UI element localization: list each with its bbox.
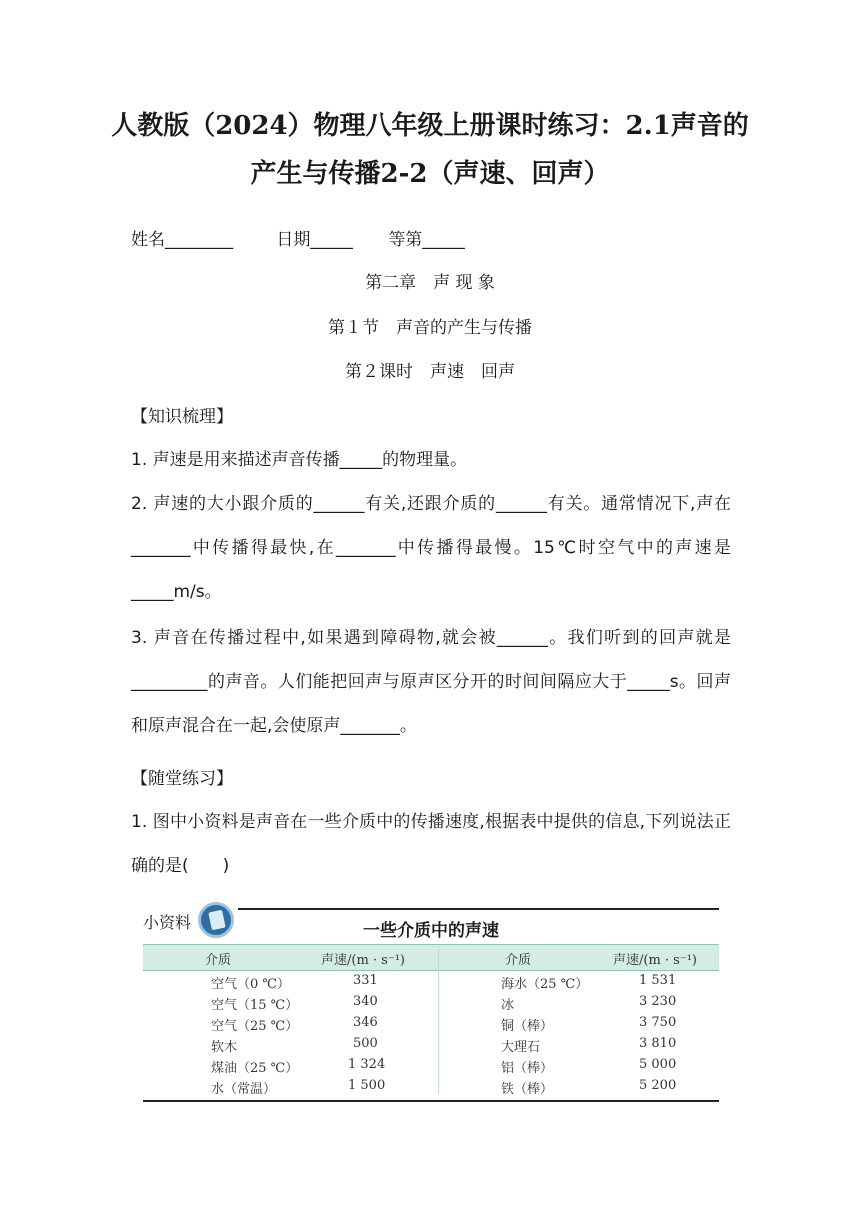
- speed-cell: 3 750: [639, 1015, 677, 1030]
- speed-cell: 340: [353, 994, 378, 1009]
- col-medium-left: 介质: [205, 953, 232, 968]
- speed-cell: 331: [353, 973, 378, 988]
- table-row: [143, 1015, 439, 1036]
- knowledge-heading: 【知识梳理】: [131, 407, 233, 427]
- medium-cell: 铜（棒）: [501, 1019, 554, 1034]
- col-speed-left: 声速/(m · s⁻¹): [321, 953, 405, 968]
- knowledge-item-2: 2. 声速的大小跟介质的______有关,还跟介质的______有关。通常情况下,声在_______中传播得最快,在_______中传播得最慢。15℃时空气中的声速是_____m/s。: [131, 494, 731, 602]
- figure-badge: 小资料: [143, 913, 192, 932]
- medium-cell: 海水（25 ℃）: [501, 977, 589, 992]
- speed-cell: 3 230: [639, 994, 677, 1009]
- col-speed-right: 声速/(m · s⁻¹): [613, 953, 697, 968]
- speed-of-sound-table-figure: [143, 896, 719, 1104]
- table-row: [143, 1078, 439, 1099]
- table-row: [143, 994, 439, 1015]
- table-row: [143, 973, 439, 994]
- top-rule: [238, 908, 719, 910]
- medium-cell: 空气（25 ℃）: [211, 1019, 299, 1034]
- student-info-line: [131, 225, 465, 250]
- speed-cell: 1 531: [639, 973, 677, 988]
- document-title: 人教版（2024）物理八年级上册课时练习：2.1声音的产生与传播2-2（声速、回声）: [111, 111, 749, 189]
- speed-cell: 500: [353, 1036, 378, 1051]
- figure-title: 一些介质中的声速: [363, 921, 499, 941]
- name-field: 姓名________: [131, 230, 233, 250]
- table-row: [439, 973, 719, 994]
- knowledge-item-3: 3. 声音在传播过程中,如果遇到障碍物,就会被______。我们听到的回声就是_________的声音。人们能把回声与原声区分开的时间间隔应大于_____s。回声和原声混合在一起,会使原声_______。: [131, 628, 731, 736]
- speed-cell: 5 000: [639, 1057, 677, 1072]
- table-row: [439, 1036, 719, 1057]
- table-row: [439, 1078, 719, 1099]
- medium-cell: 铁（棒）: [501, 1082, 554, 1097]
- speed-cell: 3 810: [639, 1036, 677, 1051]
- medium-cell: 软木: [211, 1040, 238, 1055]
- medium-cell: 冰: [501, 998, 515, 1013]
- speed-cell: 5 200: [639, 1078, 677, 1093]
- practice-question-1: 1. 图中小资料是声音在一些介质中的传播速度,根据表中提供的信息,下列说法正确的是( ): [131, 812, 731, 876]
- speed-cell: 346: [353, 1015, 378, 1030]
- medium-cell: 水（常温）: [211, 1082, 277, 1097]
- lesson-heading: 第２课时 声速 回声: [345, 362, 515, 382]
- grade-field: 等第_____: [388, 230, 465, 250]
- table-row: [439, 1015, 719, 1036]
- table-row: [143, 1036, 439, 1057]
- medium-cell: 煤油（25 ℃）: [211, 1061, 299, 1076]
- col-medium-right: 介质: [505, 953, 532, 968]
- section-heading: 第１节 声音的产生与传播: [328, 318, 532, 338]
- table-row: [143, 1057, 439, 1078]
- table-header: [143, 944, 719, 971]
- medium-cell: 大理石: [501, 1040, 541, 1055]
- speed-cell: 1 500: [348, 1078, 386, 1093]
- date-field: 日期_____: [276, 230, 353, 250]
- bottom-rule: [143, 1100, 719, 1102]
- speed-cell: 1 324: [348, 1057, 386, 1072]
- medium-cell: 空气（15 ℃）: [211, 998, 299, 1013]
- knowledge-item-1: 1. 声速是用来描述声音传播_____的物理量。: [131, 450, 468, 470]
- medium-cell: 铝（棒）: [501, 1061, 554, 1076]
- table-row: [439, 1057, 719, 1078]
- chapter-heading: 第二章 声 现 象: [365, 273, 495, 293]
- practice-heading: 【随堂练习】: [131, 769, 233, 789]
- medium-cell: 空气（0 ℃）: [211, 977, 290, 992]
- table-row: [439, 994, 719, 1015]
